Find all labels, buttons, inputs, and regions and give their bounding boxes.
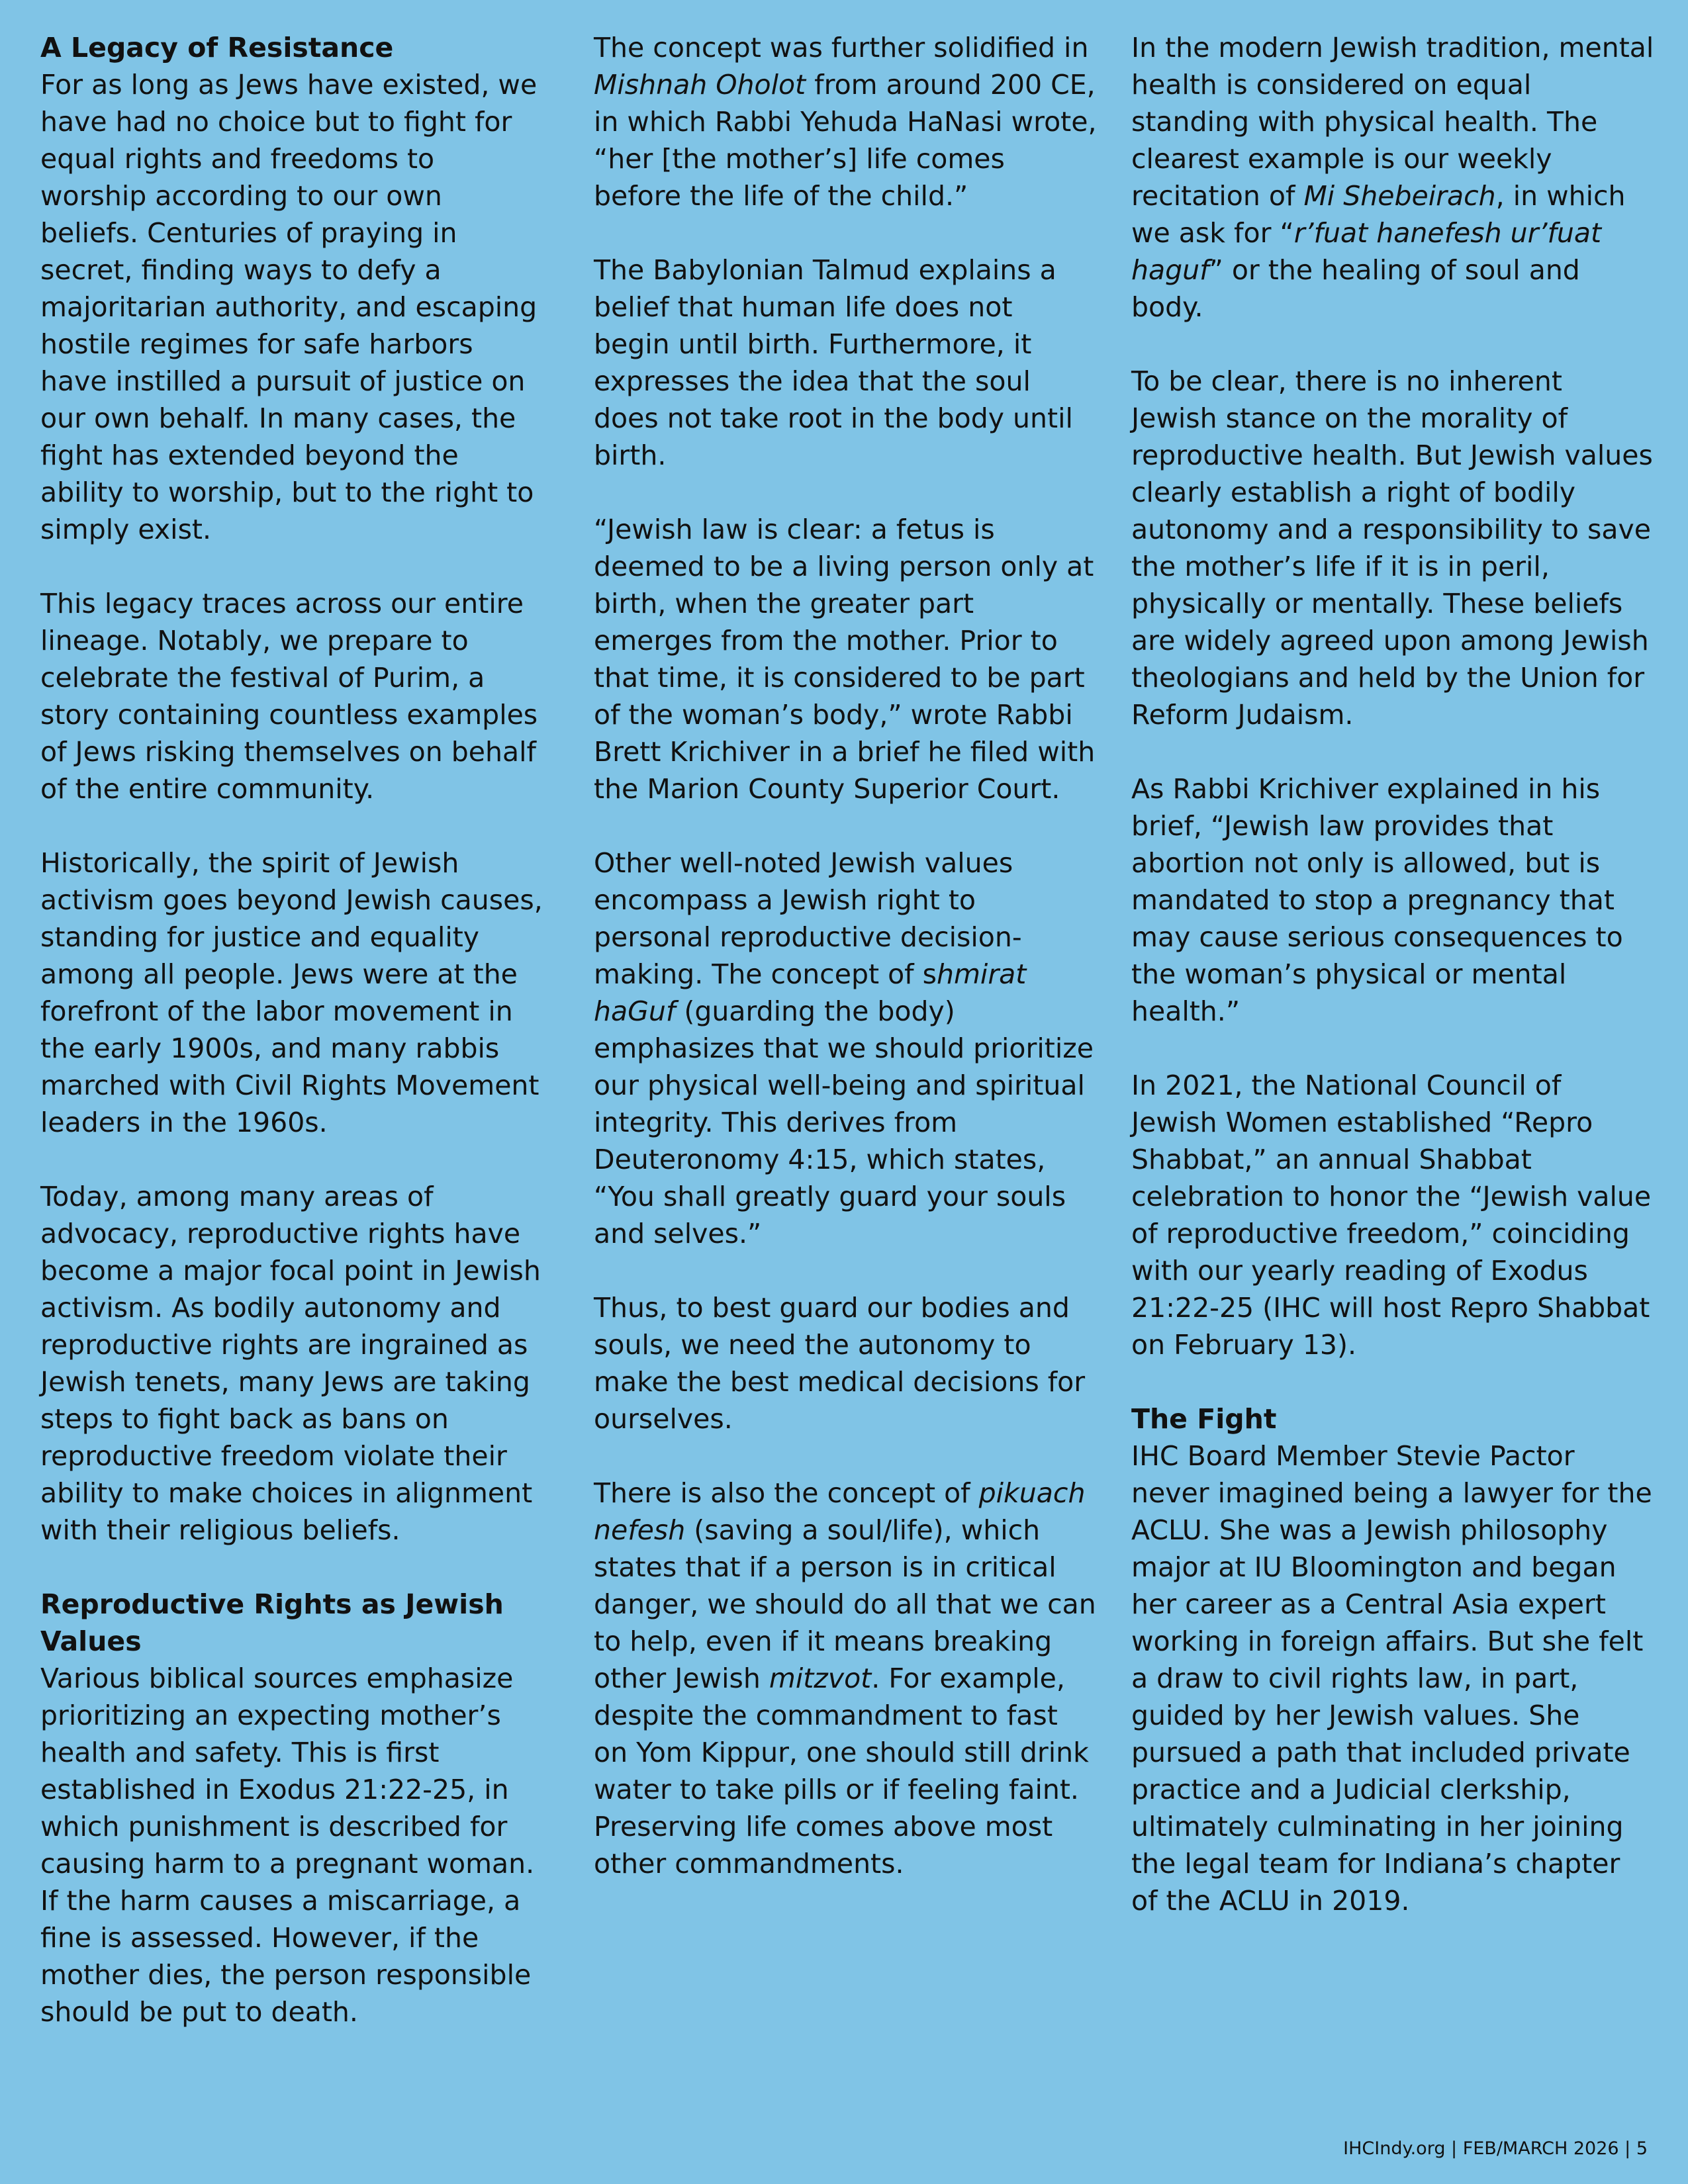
article-paragraph-block [1131,363,1654,733]
text-run: (guarding the body) emphasizes that we should prioritize our physical well-being and spiritual integrity. This derives from Deuteronomy 4:15, which states, “You shall greatly guard your souls and selves.” [594,995,1094,1250]
text-run: This legacy traces across our entire lineage. Notably, we prepare to celebrate the festival of Purim, a story containing countless examples of Jews risking themselves on behalf of the entire community. [40,588,538,805]
article-paragraph-block [594,1475,1097,1882]
article-paragraph-block [40,844,543,1141]
article-section [40,1586,543,2030]
article-paragraph-block [1131,29,1654,326]
text-run: ” or the healing of soul and body. [1131,254,1580,323]
section-heading: The Fight [1131,1403,1277,1435]
paragraph [1131,1437,1654,1919]
paragraph [1131,363,1654,733]
article-column-2 [594,29,1097,1882]
article-paragraph-block [40,1178,543,1549]
text-run: “Jewish law is clear: a fetus is deemed to be a living person only at birth, when the greater part emerges from the mother. Prior to that time, it is considered to be part of the woman’s body,” wrote Rabbi Brett Krichiver in a brief he filed with the Marion County Superior Court. [594,514,1096,805]
paragraph [40,585,543,807]
article-paragraph-block [594,511,1097,807]
text-run: To be clear, there is no inherent Jewish stance on the morality of reproductive health. But Jewish values clearly establish a right of bodily autonomy and a responsibility to save the mother’s life if it is in peril, physically or mentally. These beliefs are widely agreed upon among Jewish theologians and held by the Union for Reform Judaism. [1131,365,1653,731]
paragraph [1131,1067,1654,1363]
text-run: Thus, to best guard our bodies and souls, we need the autonomy to make the best medical decisions for ourselves. [594,1292,1086,1435]
paragraph [40,1178,543,1549]
paragraph [594,511,1097,807]
section-heading: A Legacy of Resistance [40,32,394,64]
paragraph [594,29,1097,214]
text-run: Other well-noted Jewish values encompass a Jewish right to personal reproductive decision-making. The concept of s [594,847,1022,990]
paragraph [594,251,1097,474]
article-section [1131,1400,1654,1919]
article-column-1 [40,29,543,2030]
text-run: The Babylonian Talmud explains a belief that human life does not begin until birth. Furthermore, it expresses the idea that the soul does not take root in the body until birth. [594,254,1073,471]
text-run: , in which we ask for “ [1131,180,1626,249]
article-section [40,29,543,548]
italic-term: pikuach nefesh [594,1477,1086,1546]
article-paragraph-block [40,585,543,807]
article-paragraph-block [594,844,1097,1252]
section-heading: Reproductive Rights as Jewish Values [40,1588,504,1657]
paragraph [40,844,543,1141]
text-run: As Rabbi Krichiver explained in his brief, “Jewish law provides that abortion not only is allowed, but is mandated to stop a pregnancy that may cause serious consequences to the woman’s physical or mental health.” [1131,773,1623,1027]
italic-term: Mishnah Oholot [594,69,806,101]
text-run: (saving a soul/life), which states that if a person is in critical danger, we should do all that we can to help, even if it means breaking other Jewish [594,1514,1096,1694]
paragraph [40,1660,543,2030]
text-run: The concept was further solidified in [594,32,1089,64]
text-run: . For example, despite the commandment to fast on Yom Kippur, one should still drink water to take pills or if feeling faint. Preserving life comes above most other commandments. [594,1662,1089,1880]
paragraph [594,844,1097,1252]
article-paragraph-block [594,29,1097,214]
text-run: IHC Board Member Stevie Pactor never imagined being a lawyer for the ACLU. She was a Jewish philosophy major at IU Bloomington and began her career as a Central Asia expert working in foreign affairs. But she felt a draw to civil rights law, in part, guided by her Jewish values. She pursued a path that included private practice and a Judicial clerkship, ultimately culminating in her joining the legal team for Indiana’s chapter of the ACLU in 2019. [1131,1440,1652,1917]
text-run: In 2021, the National Council of Jewish Women established “Repro Shabbat,” an annual Shabbat celebration to honor the “Jewish value of reproductive freedom,” coinciding with our yearly reading of Exodus 21:22-25 (IHC will host Repro Shabbat on February 13). [1131,1069,1652,1361]
article-paragraph-block [594,1289,1097,1437]
paragraph [594,1289,1097,1437]
italic-term: mitzvot [769,1662,872,1694]
italic-term: hmirat haGuf [594,958,1027,1027]
page-footer: IHCIndy.org | FEB/MARCH 2026 | 5 [1343,2138,1648,2159]
text-run: There is also the concept of [594,1477,979,1509]
paragraph [1131,770,1654,1030]
paragraph [1131,29,1654,326]
article-paragraph-block [594,251,1097,474]
paragraph [40,66,543,548]
article-paragraph-block [1131,770,1654,1030]
text-run: In the modern Jewish tradition, mental health is considered on equal standing with physical health. The clearest example is our weekly recitation of [1131,32,1654,212]
article-column-3 [1131,29,1654,1919]
paragraph [594,1475,1097,1882]
text-run: Today, among many areas of advocacy, reproductive rights have become a major focal point in Jewish activism. As bodily autonomy and reproductive rights are ingrained as Jewish tenets, many Jews are taking steps to fight back as bans on reproductive freedom violate their ability to make choices in alignment with their religious beliefs. [40,1181,541,1546]
text-run: from around 200 CE, in which Rabbi Yehuda HaNasi wrote, “her [the mother’s] life comes before the life of the child.” [594,69,1097,212]
text-run: Various biblical sources emphasize prioritizing an expecting mother’s health and safety. This is first established in Exodus 21:22-25, in which punishment is described for causing harm to a pregnant woman. If the harm causes a miscarriage, a fine is assessed. However, if the mother dies, the person responsible should be put to death. [40,1662,535,2028]
italic-term: Mi Shebeirach [1303,180,1496,212]
text-run: Historically, the spirit of Jewish activism goes beyond Jewish causes, standing for justice and equality among all people. Jews were at the forefront of the labor movement in the early 1900s, and many rabbis marched with Civil Rights Movement leaders in the 1960s. [40,847,543,1138]
article-paragraph-block [1131,1067,1654,1363]
italic-term: r’fuat hanefesh ur’fuat haguf [1131,217,1602,286]
text-run: For as long as Jews have existed, we have had no choice but to fight for equal rights and freedoms to worship according to our own beliefs. Centuries of praying in secret, finding ways to defy a majoritarian authority, and escaping hostile regimes for safe harbors have instilled a pursuit of justice on our own behalf. In many cases, the fight has extended beyond the ability to worship, but to the right to simply exist. [40,69,538,545]
